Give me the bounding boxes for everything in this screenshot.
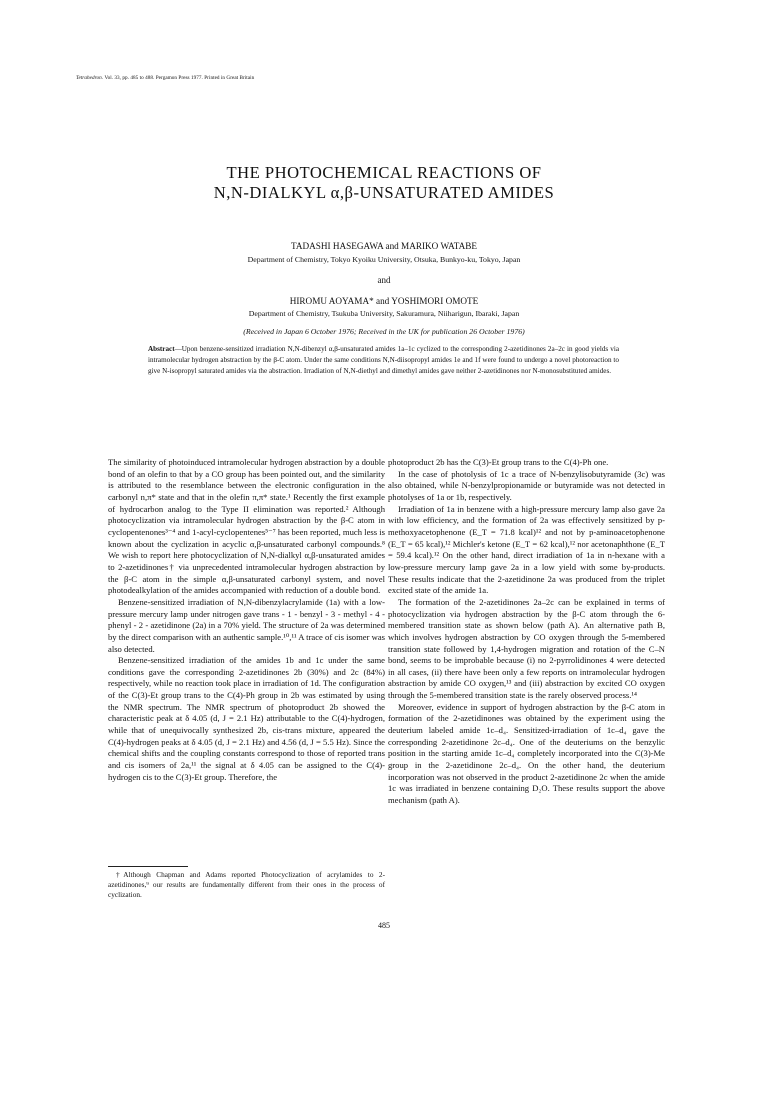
footnote-divider: [108, 866, 188, 867]
paragraph: Moreover, evidence in support of hydrogen abstraction by the β-C atom in formation of the 2-azetidinones was obtained by the experiment using the deuterium labeled amide 1c–d₄. Sensitized-irradiation of 1c–d₄ gave the corresponding 2-azetidinone 2c–d₄. One of the deuteriums on the benzylic position in the starting amide 1c–d₄ completely incorporated into the C(3)-Me group in the 2-azetidinone 2c–d₄. On the other hand, the deuterium incorporation was not observed in the product 2-azetidinone 2c when the amide 1c was irradiated in benzene containing D₂O. These results support the above mechanism (path A).: [388, 701, 665, 806]
paragraph: The formation of the 2-azetidinones 2a–2c can be explained in terms of photocyclization via hydrogen abstraction by the β-C atom through the 6-membered transition state as shown below (path A). An alternative path B, which involves hydrogen abstraction by CO oxygen through the 5-membered transition state followed by 1,4-hydrogen migration and rotation of the C–N bond, seems to be improbable because (i) no 2-pyrrolidinones 4 were detected in all cases, (ii) there have been only a few reports on intramolecular hydrogen abstraction by amide CO oxygen,¹³ and (iii) abstraction by excited CO oxygen through the 5-membered transition state is the rarely observed process.¹⁴: [388, 596, 665, 701]
abstract-text: —Upon benzene-sensitized irradiation N,N-dibenzyl α,β-unsaturated amides 1a–1c cyclized to the corresponding 2-azetidinones 2a–2c in good yields via intramolecular hydrogen abstraction by the β-C atom. Under the same conditions N,N-diisopropyl amides 1e and 1f were found to undergo a novel photoreaction to give N-isopropyl saturated amides via the abstraction. Irradiation of N,N-diethyl and dimethyl amides gave neither 2-azetidinones nor N-monosubstituted amides.: [148, 345, 619, 376]
received-dates: (Received in Japan 6 October 1976; Received in the UK for publication 26 October 1976): [243, 327, 525, 336]
footnote-text: †Although Chapman and Adams reported Photocyclization of acrylamides to 2-azetidinones,⁹ our results are fundamentally different from their ones in the process of cyclization.: [108, 870, 385, 899]
body-column-right: [388, 457, 665, 807]
paragraph: Benzene-sensitized irradiation of N,N-dibenzylacrylamide (1a) with a low-pressure mercury lamp under nitrogen gave trans - 1 - benzyl - 3 - methyl - 4 - phenyl - 2 - azetidinone (2a) in a 70% yield. The structure of 2a was determined by the direct comparison with an authentic sample.¹⁰,¹¹ A trace of cis isomer was also detected.: [108, 596, 385, 654]
body-column-left: [108, 457, 385, 783]
paragraph: The similarity of photoinduced intramolecular hydrogen abstraction by a double bond of an olefin to that by a CO group has been pointed out, and the similarity is attributed to the resemblance between the electronic configuration in the carbonyl n,π* state and that in the olefin π,π* state.¹ Recently the first example of hydrocarbon analog to the Type II elimination was reported.² Although photocyclization via intramolecular hydrogen abstraction by the β-C atom in cyclopentenones³⁻⁴ and 1-acyl-cyclopentenes⁵⁻⁷ has been reported, much less is known about the cyclization in acyclic α,β-unsaturated carbonyl compounds.⁸ We wish to report here photocyclization of N,N-dialkyl α,β-unsaturated amides to 2-azetidinones† via unprecedented intramolecular hydrogen abstraction by the β-C atom in the simple α,β-unsaturated carbonyl system, and novel photodealkylation of the amides accompanied with reduction of a double bond.: [108, 457, 385, 596]
title-line-2: N,N-DIALKYL α,β-UNSATURATED AMIDES: [213, 183, 555, 202]
journal-details: Vol. 33, pp. 485 to 488. Pergamon Press 1977. Printed in Great Britain: [104, 75, 255, 81]
footnote: [108, 870, 385, 900]
journal-name: Tetrahedron.: [76, 75, 104, 81]
affiliation-1: Department of Chemistry, Tokyo Kyoiku University, Otsuka, Bunkyo-ku, Tokyo, Japan: [247, 255, 521, 264]
running-header: [76, 75, 254, 81]
author-conjunction: and: [377, 275, 391, 285]
paragraph: In the case of photolysis of 1c a trace of N-benzylisobutyramide (3c) was also obtained, while N-benzylpropionamide or butyramide was not detected in photolyses of 1a or 1b, respectively.: [388, 468, 665, 502]
title-line-1: THE PHOTOCHEMICAL REACTIONS OF: [226, 163, 542, 182]
paragraph: Benzene-sensitized irradiation of the amides 1b and 1c under the same conditions gave the corresponding 2-azetidinones 2b (30%) and 2c (84%) respectively, while no reaction took place in irradiation of 1d. The configuration of the C(3)-Et group trans to the C(4)-Ph group in 2b was estimated by using the NMR spectrum. The NMR spectrum of photoproduct 2b showed the characteristic peak at δ 4.05 (d, J = 2.1 Hz) attributable to the C(4)-hydrogen, while that of unequivocally synthesized 2b, cis-trans mixture, appeared the C(4)-hydrogen peaks at δ 4.05 (d, J = 2.1 Hz) and 4.56 (d, J = 5.5 Hz). Since the chemical shifts and the coupling constants correspond to those of reported trans and cis isomers of 2a,¹¹ the signal at δ 4.05 can be assigned to the C(4)-hydrogen cis to the C(3)-Et group. Therefore, the: [108, 655, 385, 782]
paragraph: photoproduct 2b has the C(3)-Et group trans to the C(4)-Ph one.: [388, 457, 609, 467]
authors-group-1: TADASHI HASEGAWA and MARIKO WATABE: [291, 241, 477, 251]
abstract-label: Abstract: [148, 345, 175, 353]
abstract: [148, 344, 619, 378]
article-title: [0, 163, 768, 203]
affiliation-2: Department of Chemistry, Tsukuba University, Sakuramura, Niiharigun, Ibaraki, Japan: [248, 309, 520, 318]
authors-group-2: HIROMU AOYAMA* and YOSHIMORI OMOTE: [289, 296, 479, 306]
paragraph: Irradiation of 1a in benzene with a high-pressure mercury lamp also gave 2a with low efficiency, and the formation of 2a was effectively sensitized by p-methoxyacetophenone (E_T = 71.8 kcal)¹² and not by p-aminoacetophenone (E_T = 65 kcal),¹² Michler's ketone (E_T = 62 kcal),¹² nor acetonaphthone (E_T = 59.4 kcal).¹² On the other hand, direct irradiation of 1a in n-hexane with a low-pressure mercury lamp gave 2a in a low yield with some by-products. These results indicate that the 2-azetidinone 2a was produced from the triplet excited state of the amide 1a.: [388, 503, 665, 596]
page-number: 485: [378, 921, 390, 930]
